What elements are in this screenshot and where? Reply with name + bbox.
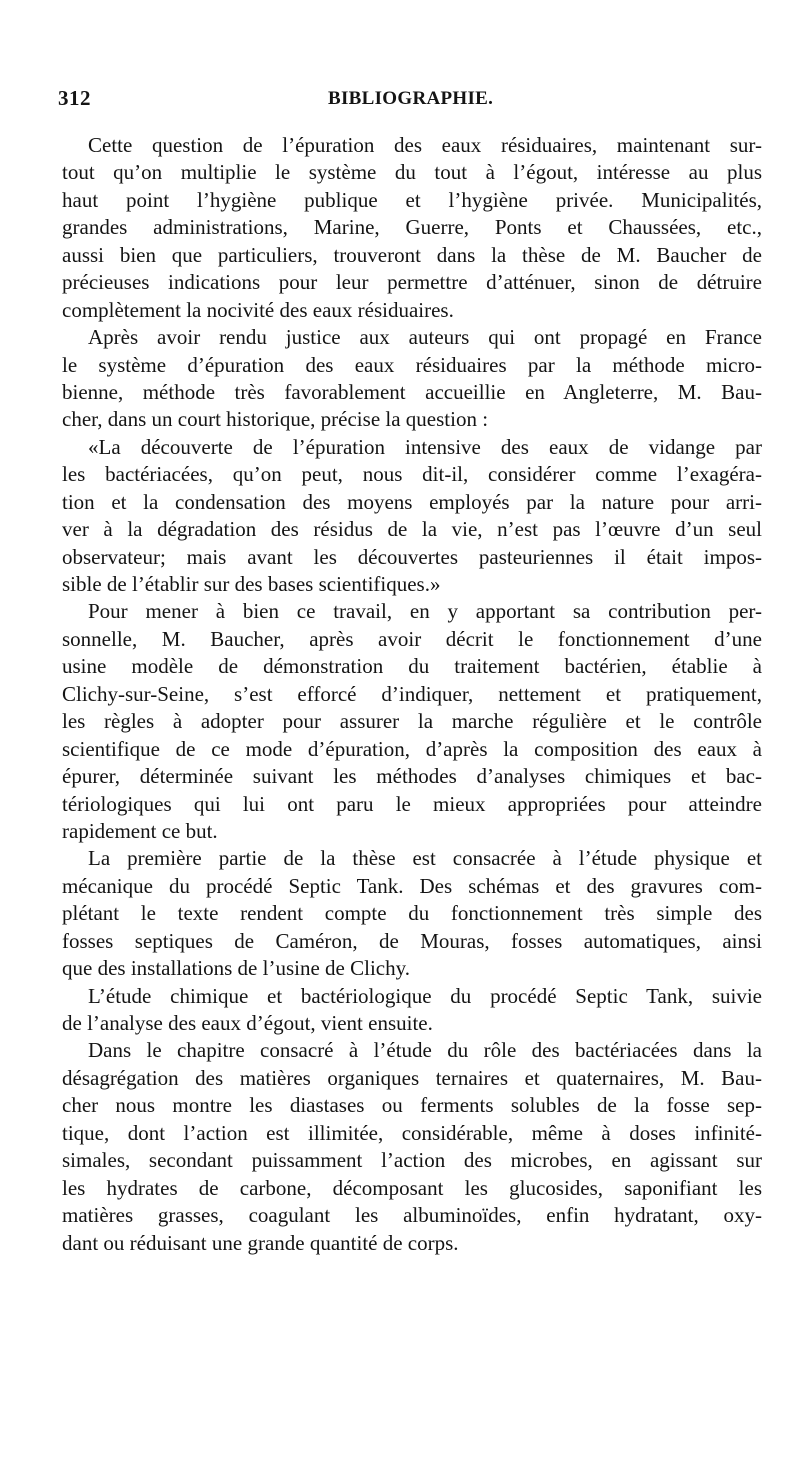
quote-line: sible de l’établir sur des bases scientifiques.» <box>62 572 441 596</box>
quote-line: les bactériacées, qu’on peut, nous dit-il, considérer comme l’exagéra- <box>62 462 762 487</box>
text-line: les hydrates de carbone, décomposant les glucosides, saponifiant les <box>62 1175 762 1200</box>
text-line: de l’analyse des eaux d’égout, vient ensuite. <box>62 1011 433 1035</box>
body-text <box>62 132 762 1257</box>
text-line: Après avoir rendu justice aux auteurs qui ont propagé en France <box>88 325 762 350</box>
text-line: plétant le texte rendent compte du fonctionnement très simple des <box>62 901 762 926</box>
running-title: BIBLIOGRAPHIE. <box>328 88 494 109</box>
text-line: précieuses indications pour leur permettre d’atténuer, sinon de détruire <box>62 270 762 295</box>
text-line: le système d’épuration des eaux résiduaires par la méthode micro- <box>62 352 762 377</box>
quote-line: ver à la dégradation des résidus de la vie, n’est pas l’œuvre d’un seul <box>62 517 762 542</box>
page-number: 312 <box>58 86 91 110</box>
text-line: scientifique de ce mode d’épuration, d’après la composition des eaux à <box>62 736 762 761</box>
text-line: haut point l’hygiène publique et l’hygiène privée. Municipalités, <box>62 187 762 212</box>
text-line: épurer, déterminée suivant les méthodes d’analyses chimiques et bac- <box>62 764 762 789</box>
text-line: Dans le chapitre consacré à l’étude du rôle des bactériacées dans la <box>88 1038 762 1063</box>
text-line: tique, dont l’action est illimitée, considérable, même à doses infinité- <box>62 1120 762 1145</box>
text-line: mécanique du procédé Septic Tank. Des schémas et des gravures com- <box>62 873 762 898</box>
text-line: bienne, méthode très favorablement accueillie en Angleterre, M. Bau- <box>62 379 762 404</box>
text-line: simales, secondant puissamment l’action des microbes, en agissant sur <box>62 1148 762 1173</box>
text-line: Cette question de l’épuration des eaux résiduaires, maintenant sur- <box>88 133 762 157</box>
text-line: tériologiques qui lui ont paru le mieux appropriées pour atteindre <box>62 791 762 816</box>
text-line: que des installations de l’usine de Clichy. <box>62 956 410 981</box>
text-line: désagrégation des matières organiques ternaires et quaternaires, M. Bau- <box>62 1065 762 1090</box>
quote-line: tion et la condensation des moyens employés par la nature pour arri- <box>62 489 762 514</box>
text-line: cher, dans un court historique, précise la question : <box>62 407 489 432</box>
text-line: L’étude chimique et bactériologique du procédé Septic Tank, suivie <box>88 983 762 1008</box>
text-line: La première partie de la thèse est consacrée à l’étude physique et <box>88 846 762 871</box>
text-line: fosses septiques de Caméron, de Mouras, fosses automatiques, ainsi <box>62 928 762 953</box>
text-line: usine modèle de démonstration du traitement bactérien, établie à <box>62 654 762 679</box>
page-header <box>58 86 758 116</box>
quote-line: «La découverte de l’épuration intensive des eaux de vidange par <box>88 434 762 459</box>
text-line: tout qu’on multiplie le système du tout à l’égout, intéresse au plus <box>62 160 762 185</box>
text-line: aussi bien que particuliers, trouveront dans la thèse de M. Baucher de <box>62 242 762 267</box>
text-line: grandes administrations, Marine, Guerre, Ponts et Chaussées, etc., <box>62 215 762 240</box>
text-line: Clichy-sur-Seine, s’est efforcé d’indiquer, nettement et pratiquement, <box>62 681 762 706</box>
quote-line: observateur; mais avant les découvertes pasteuriennes il était impos- <box>62 544 762 569</box>
text-line: Pour mener à bien ce travail, en y apportant sa contribution per- <box>88 599 762 624</box>
text-line: sonnelle, M. Baucher, après avoir décrit le fonctionnement d’une <box>62 626 762 651</box>
text-line: matières grasses, coagulant les albuminoïdes, enfin hydratant, oxy- <box>62 1203 762 1228</box>
text-line: rapidement ce but. <box>62 818 218 843</box>
text-line: dant ou réduisant une grande quantité de corps. <box>62 1230 459 1255</box>
text-line: cher nous montre les diastases ou ferments solubles de la fosse sep- <box>62 1093 762 1118</box>
text-line: les règles à adopter pour assurer la marche régulière et le contrôle <box>62 709 762 734</box>
text-line: complètement la nocivité des eaux résiduaires. <box>62 297 454 322</box>
